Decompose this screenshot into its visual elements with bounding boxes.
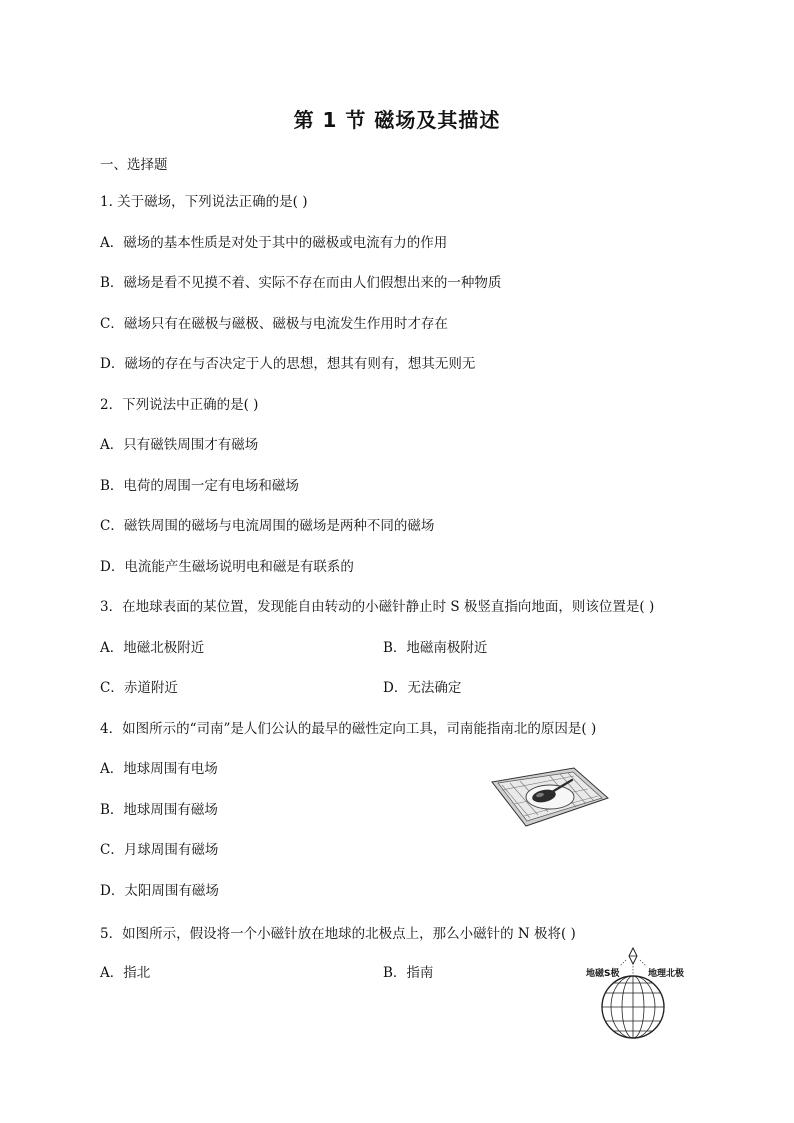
question-4-option-b: B．地球周围有磁场 [100, 802, 218, 818]
question-2-option-b: B．电荷的周围一定有电场和磁场 [100, 478, 299, 494]
question-3-option-c: C．赤道附近 [100, 680, 178, 696]
question-1-option-c: C．磁场只有在磁极与磁极、磁极与电流发生作用时才存在 [100, 316, 448, 332]
question-4-stem: 4．如图所示的“司南”是人们公认的最早的磁性定向工具，司南能指南北的原因是( ) [100, 721, 597, 737]
question-2-stem: 2．下列说法中正确的是( ) [100, 397, 259, 413]
question-4-option-a: A．地球周围有电场 [100, 761, 218, 777]
globe-illustration-icon [586, 944, 696, 1044]
sinan-illustration-icon [490, 764, 610, 832]
question-1-option-a: A．磁场的基本性质是对处于其中的磁极或电流有力的作用 [100, 235, 448, 251]
question-4-option-d: D．太阳周围有磁场 [100, 883, 219, 899]
page-title: 第 1 节 磁场及其描述 [293, 108, 501, 132]
globe-figure [586, 944, 696, 1044]
question-2-option-a: A．只有磁铁周围才有磁场 [100, 437, 259, 453]
question-3-option-d: D．无法确定 [383, 680, 462, 696]
question-5-option-b: B．指南 [383, 965, 434, 981]
question-1-stem: 1. 关于磁场，下列说法正确的是( ) [100, 194, 308, 210]
question-5-stem: 5．如图所示，假设将一个小磁针放在地球的北极点上，那么小磁针的 N 极将( ) [100, 926, 576, 942]
question-1-option-d: D．磁场的存在与否决定于人的思想，想其有则有，想其无则无 [100, 356, 476, 372]
section-heading: 一、选择题 [100, 157, 168, 173]
question-3-stem: 3．在地球表面的某位置，发现能自由转动的小磁针静止时 S 极竖直指向地面，则该位置是( ) [100, 599, 655, 615]
question-3-option-a: A．地磁北极附近 [100, 640, 205, 656]
sinan-figure [490, 764, 610, 832]
question-2-option-c: C．磁铁周围的磁场与电流周围的磁场是两种不同的磁场 [100, 518, 435, 534]
question-4-option-c: C．月球周围有磁场 [100, 842, 219, 858]
globe-label-geographic-north-pole: 地理北极 [648, 969, 685, 979]
question-2-option-d: D．电流能产生磁场说明电和磁是有联系的 [100, 559, 354, 575]
globe-label-magnetic-s-pole: 地磁S极 [586, 969, 620, 979]
question-1-option-b: B．磁场是看不见摸不着、实际不存在而由人们假想出来的一种物质 [100, 275, 502, 291]
question-5-option-a: A．指北 [100, 965, 151, 981]
question-3-option-b: B．地磁南极附近 [383, 640, 488, 656]
